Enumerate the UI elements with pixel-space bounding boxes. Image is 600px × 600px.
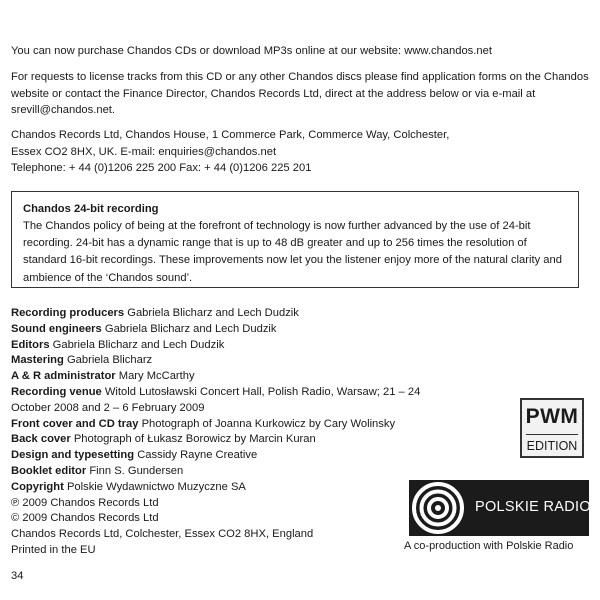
credit-value: Gabriela Blicharz [66, 354, 153, 367]
publisher-address: Chandos Records Ltd, Colchester, Essex CO2 8HX, England [11, 528, 314, 541]
purchase-notice: You can now purchase Chandos CDs or download MP3s online at our website: www.chandos.net [11, 45, 492, 57]
credit-row [11, 448, 441, 464]
credit-label: Editors [11, 338, 50, 351]
coproduction-caption: A co-production with Polskie Radio [404, 540, 574, 552]
credit-value: Finn S. Gundersen [89, 464, 184, 477]
recording-info-box [11, 191, 579, 288]
credit-label: A & R administrator [11, 370, 116, 383]
radio-rings-icon [411, 481, 465, 535]
pwm-edition-logo [520, 398, 584, 458]
contact-address [11, 127, 591, 177]
page-number: 34 [11, 570, 24, 582]
address-line: Chandos Records Ltd, Chandos House, 1 Commerce Park, Commerce Way, Colchester, [11, 129, 450, 141]
credit-label: Booklet editor [11, 464, 87, 477]
credit-label: Sound engineers [11, 322, 102, 335]
polskie-radio-logo [409, 480, 589, 536]
credit-value: Polskie Wydawnictwo Muzyczne SA [66, 480, 246, 493]
address-line: Essex CO2 8HX, UK. E-mail: enquiries@chandos.net [11, 145, 277, 158]
credit-label: Copyright [11, 480, 64, 493]
credit-value: Photograph of Joanna Kurkowicz by Cary Wolinsky [141, 417, 396, 430]
credit-row [11, 353, 441, 369]
credit-row [11, 306, 441, 322]
credits-list [11, 306, 441, 559]
license-notice: For requests to license tracks from this CD or any other Chandos discs please find application forms on the Chandos website or contact the Finance Director, Chandos Records Ltd, direct at the address below or via e-mail at srevill@chandos.net. [11, 71, 589, 116]
credit-row [11, 432, 441, 448]
copyright-line: © 2009 Chandos Records Ltd [11, 512, 159, 525]
credit-label: Recording producers [11, 307, 125, 319]
polskie-radio-logo-text: POLSKIE RADIO [475, 499, 591, 515]
credit-label: Design and typesetting [11, 449, 135, 462]
phonogram-copyright: ℗ 2009 Chandos Records Ltd [11, 496, 159, 509]
credit-row [11, 322, 441, 338]
credit-row [11, 369, 441, 385]
credit-value: Photograph of Łukasz Borowicz by Marcin Kuran [73, 433, 316, 446]
credit-value: Gabriela Blicharz and Lech Dudzik [127, 307, 299, 319]
pwm-logo-text: PWM [525, 405, 579, 428]
credit-row [11, 417, 441, 433]
credit-value: Mary McCarthy [118, 370, 195, 383]
printed-in: Printed in the EU [11, 543, 96, 556]
credit-label: Mastering [11, 354, 64, 367]
credit-value: Witold Lutosławski Concert Hall, Polish Radio, Warsaw; 21 – 24 October 2008 and 2 – 6 February 2009 [11, 385, 421, 414]
pwm-edition-text: EDITION [526, 434, 578, 453]
credit-row [11, 464, 441, 480]
box-title: Chandos 24-bit recording [23, 203, 159, 215]
credit-label: Recording venue [11, 385, 102, 398]
credit-value: Cassidy Rayne Creative [137, 449, 258, 462]
credit-value: Gabriela Blicharz and Lech Dudzik [104, 322, 277, 335]
credit-row [11, 338, 441, 354]
credit-label: Front cover and CD tray [11, 417, 139, 430]
credit-label: Back cover [11, 433, 71, 446]
credit-row [11, 480, 441, 496]
box-body: The Chandos policy of being at the forefront of technology is now further advanced by the use of 24-bit recording. 24-bit has a dynamic range that is up to 48 dB greater and up to 256 times the resolution of standard 16-bit recordings. These improvements now let you the listener enjoy more of the natural clarity and ambience of the ‘Chandos sound’. [23, 220, 562, 284]
credit-value: Gabriela Blicharz and Lech Dudzik [52, 338, 225, 351]
telephone-fax-line: Telephone: + 44 (0)1206 225 200 Fax: + 44 (0)1206 225 201 [11, 162, 312, 174]
credit-row [11, 385, 441, 417]
